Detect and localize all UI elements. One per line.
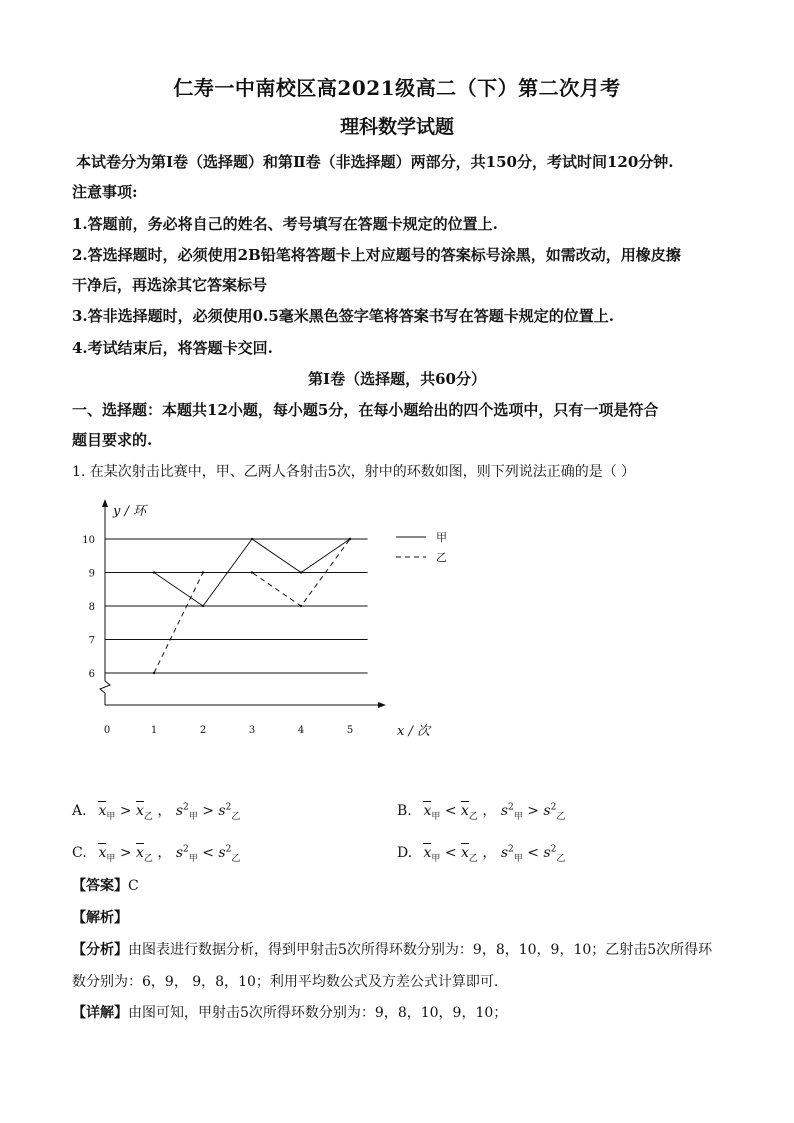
x-tick-label-3: 3 — [248, 725, 256, 736]
question-1-stem: 1. 在某次射击比赛中，甲、乙两人各射击5次，射中的环数如图，则下列说法正确的是（ ） — [72, 464, 636, 480]
series-1-point-2 — [202, 605, 204, 607]
y-tick-label-9: 9 — [88, 568, 95, 580]
notice-heading: 注意事项: — [72, 183, 138, 201]
answer-value: C — [128, 878, 139, 894]
series-1-point-4 — [300, 571, 302, 573]
origin-label: 0 — [103, 725, 111, 736]
series-2-point-5 — [349, 538, 351, 540]
x-tick-label-1: 1 — [150, 725, 158, 736]
y-tick-label-8: 8 — [88, 602, 95, 613]
option-d[interactable]: D. $x_甲 < x_乙$ ， $s^2_甲 < s^2_乙$ — [397, 844, 566, 864]
y-axis-break — [100, 681, 110, 693]
series-1-point-3 — [251, 538, 253, 540]
notice-item-4: 4.考试结束后，将答题卡交回. — [72, 339, 273, 357]
x-axis-label: x / 次 — [397, 724, 430, 739]
section-desc-b: 题目要求的. — [72, 431, 153, 449]
x-tick-label-4: 4 — [297, 725, 305, 736]
y-tick-label-7: 7 — [88, 635, 95, 647]
notice-item-1: 1.答题前，务必将自己的姓名、考号填写在答题卡规定的位置上. — [72, 215, 498, 233]
series-1-point-1 — [153, 571, 155, 573]
shooting-scores-chart — [80, 495, 460, 750]
analysis-fenxi-b: 数分别为：6，9， 9，8，10；利用平均数公式及方差公式计算即可. — [72, 974, 499, 990]
series-2-point-2 — [202, 571, 204, 573]
legend-label-1: 甲 — [436, 531, 447, 544]
notice-item-3: 3.答非选择题时，必须使用0.5毫米黑色签字笔将答案书写在答题卡规定的位置上. — [72, 307, 614, 325]
exam-title: 仁寿一中南校区高2021级高二（下）第二次月考 — [173, 76, 621, 100]
analysis-xiangjie: 【详解】由图可知，甲射击5次所得环数分别为：9，8，10，9，10； — [72, 1005, 508, 1021]
notice-item-2b: 干净后，再选涂其它答案标号 — [72, 276, 268, 294]
legend-label-2: 乙 — [436, 551, 447, 564]
series-2-point-3 — [251, 571, 253, 573]
analysis-fenxi-a: 【分析】由图表进行数据分析，得到甲射击5次所得环数分别为：9，8，10，9，10；乙射击5次所得环 — [72, 942, 713, 958]
y-tick-label-10: 10 — [82, 535, 95, 546]
analysis-tag: 【解析】 — [72, 910, 128, 926]
section-title: 第Ⅰ卷（选择题，共60分） — [308, 370, 486, 388]
y-axis-arrow — [102, 499, 108, 507]
y-tick-label-6: 6 — [88, 669, 95, 680]
answer-line: 【答案】C — [72, 878, 139, 894]
section-desc-a: 一、选择题：本题共12小题，每小题5分，在每小题给出的四个选项中，只有一项是符合 — [72, 401, 659, 419]
option-b[interactable]: B. $x_甲 < x_乙$ ， $s^2_甲 > s^2_乙$ — [397, 802, 566, 822]
option-c[interactable]: C. $x_甲 > x_乙$ ， $s^2_甲 < s^2_乙$ — [72, 844, 241, 864]
series-2-point-4 — [300, 605, 302, 607]
y-axis-label: y / 环 — [113, 504, 146, 519]
x-tick-label-2: 2 — [199, 725, 207, 736]
instructions-intro: 本试卷分为第Ⅰ卷（选择题）和第Ⅱ卷（非选择题）两部分，共150分，考试时间120分钟. — [76, 153, 674, 171]
series-2-point-1 — [153, 672, 155, 674]
notice-item-2a: 2.答选择题时，必须使用2B铅笔将答题卡上对应题号的答案标号涂黑，如需改动，用橡皮擦 — [72, 246, 681, 264]
exam-subtitle: 理科数学试题 — [339, 116, 454, 138]
option-a[interactable]: A. $x_甲 > x_乙$ ， $s^2_甲 > s^2_乙$ — [72, 802, 241, 822]
x-tick-label-5: 5 — [346, 725, 354, 736]
x-axis-arrow — [378, 702, 386, 708]
